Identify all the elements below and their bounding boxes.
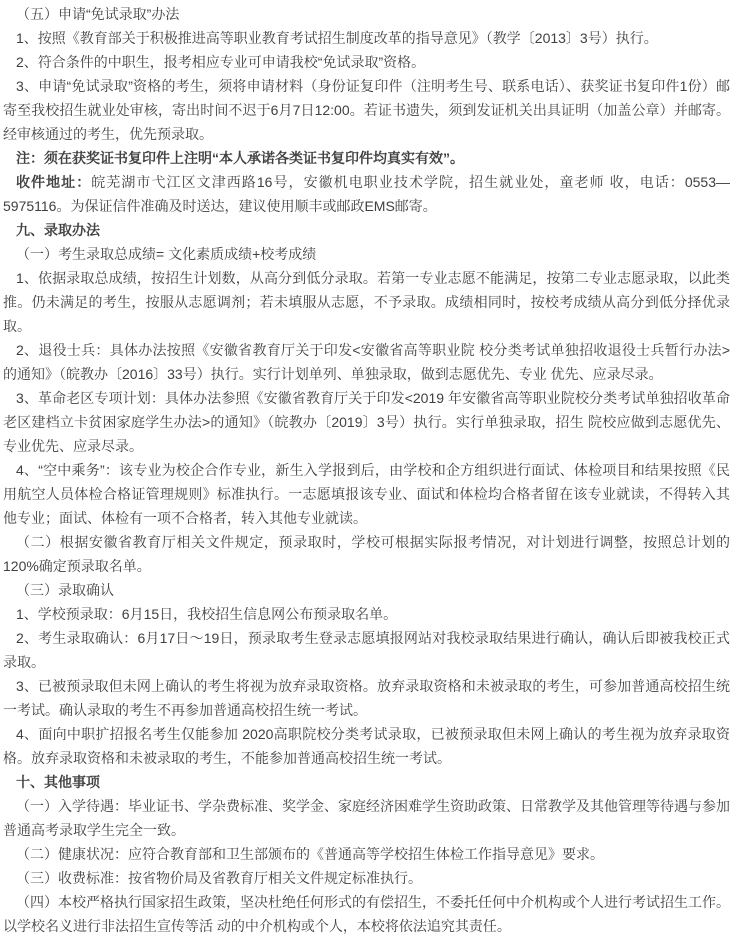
paragraph: （三）收费标准：按省物价局及省教育厅相关文件规定标准执行。	[16, 870, 422, 886]
note-paragraph: 注：须在获奖证书复印件上注明“本人承诺各类证书复印件均真实有效”。	[16, 150, 464, 166]
paragraph: 2、退役士兵：具体办法按照《安徽省教育厅关于印发<安徽省高等职业院 校分类考试单独招收退役士兵暂行办法>的通知》（皖教办〔2016〕33号）执行。实行计划单列、单独录取，做到志愿优先、专业 优先、应录尽录。	[3, 342, 730, 382]
paragraph: 3、已被预录取但未网上确认的考生将视为放弃录取资格。放弃录取资格和未被录取的考生，可参加普通高校招生统一考试。确认录取的考生不再参加普通高校招生统一考试。	[3, 678, 730, 718]
paragraph: （一）入学待遇：毕业证书、学杂费标准、奖学金、家庭经济困难学生资助政策、日常教学及其他管理等待遇与参加普通高考录取学生完全一致。	[3, 798, 730, 838]
paragraph: 1、按照《教育部关于积极推进高等职业教育考试招生制度改革的指导意见》（教学〔2013〕3号）执行。	[16, 30, 658, 46]
paragraph: （四）本校严格执行国家招生政策，坚决杜绝任何形式的有偿招生，不委托任何中介机构或个人进行考试招生工作。以学校名义进行非法招生宣传等活 动的中介机构或个人，本校将依法追究其责任。	[3, 894, 730, 934]
paragraph: （二）根据安徽省教育厅相关文件规定，预录取时，学校可根据实际报考情况，对计划进行调整，按照总计划的120%确定预录取名单。	[3, 534, 730, 574]
paragraph: 1、依据录取总成绩，按招生计划数，从高分到低分录取。若第一专业志愿不能满足，按第二专业志愿录取，以此类推。仍未满足的考生，按服从志愿调剂；若未填服从志愿，不予录取。成绩相同时，按校考成绩从高分到低分择优录取。	[3, 270, 730, 334]
paragraph: （一）考生录取总成绩= 文化素质成绩+校考成绩	[16, 246, 317, 262]
paragraph: （三）录取确认	[16, 582, 114, 598]
paragraph: 3、申请“免试录取”资格的考生，须将申请材料（身份证复印件（注明考生号、联系电话）、获奖证书复印件1份）邮寄至我校招生就业处审核，寄出时间不迟于6月7日12:00。若证书遗失，须到发证机关出具证明（加盖公章）并邮寄。经审核通过的考生，优先预录取。	[3, 78, 730, 142]
paragraph: 2、符合条件的中职生，报考相应专业可申请我校“免试录取”资格。	[16, 54, 426, 70]
section-10-heading: 十、其他事项	[16, 774, 100, 790]
paragraph: （二）健康状况：应符合教育部和卫生部颁布的《普通高等学校招生体检工作指导意见》要求。	[16, 846, 604, 862]
paragraph: 2、考生录取确认：6月17日～19日，预录取考生登录志愿填报网站对我校录取结果进行确认，确认后即被我校正式录取。	[3, 630, 730, 670]
paragraph: 4、“空中乘务”：该专业为校企合作专业，新生入学报到后，由学校和企方组织进行面试、体检项目和结果按照《民用航空人员体检合格证管理规则》标准执行。一志愿填报该专业、面试和体检均合格者留在该专业就读，不得转入其他专业；面试、体检有一项不合格者，转入其他专业就读。	[3, 462, 730, 526]
paragraph: 1、学校预录取：6月15日，我校招生信息网公布预录取名单。	[16, 606, 398, 622]
mailing-address-label: 收件地址：	[16, 174, 92, 190]
mailing-address-paragraph	[3, 170, 730, 218]
section-9-heading: 九、录取办法	[16, 222, 100, 238]
paragraph: 3、革命老区专项计划：具体办法参照《安徽省教育厅关于印发<2019 年安徽省高等职业院校分类考试单独招收革命老区建档立卡贫困家庭学生办法>的通知》（皖教办〔2019〕3号）执行。实行单独录取，招生 院校应做到志愿优先、专业优先、应录尽录。	[3, 390, 730, 454]
section-5-heading: （五）申请“免试录取”办法	[16, 6, 180, 22]
paragraph: 4、面向中职扩招报名考生仅能参加 2020高职院校分类考试录取，已被预录取但未网上确认的考生视为放弃录取资格。放弃录取资格和未被录取的考生，不能参加普通高校招生统一考试。	[3, 726, 730, 766]
mailing-address-text: 皖芜湖市弋江区文津西路16号，安徽机电职业技术学院，招生就业处，童老师 收，电话：0553—5975116。为保证信件准确及时送达，建议使用顺丰或邮政EMS邮寄。	[3, 174, 730, 214]
